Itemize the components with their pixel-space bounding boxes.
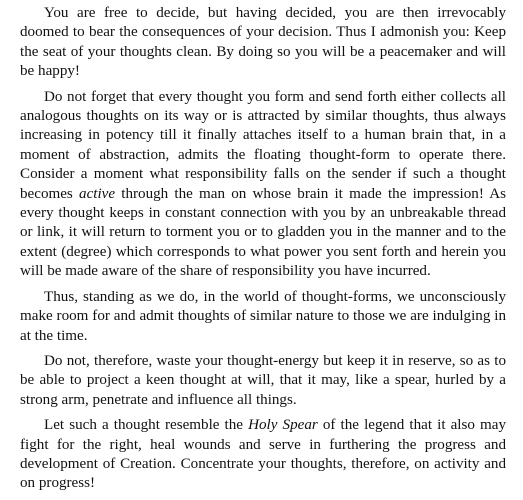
paragraph-2 [20, 88, 506, 282]
paragraph-2-emphasis-active: active [79, 185, 116, 202]
paragraph-3-text: Thus, standing as we do, in the world of thought-forms, we unconsciously make room for and admit thoughts of similar nature to those we are indulging in at the time. [20, 288, 506, 344]
paragraph-5 [20, 416, 506, 494]
paragraph-4-text: Do not, therefore, waste your thought-energy but keep it in reserve, so as to be able to project a keen thought at will, that it may, like a spear, hurled by a strong arm, penetrate and influence all things. [20, 352, 506, 408]
paragraph-5-emphasis-holy-spear: Holy Spear [248, 417, 318, 434]
paragraph-1-text: You are free to decide, but having decided, you are then irrevocably doomed to bear the consequences of your decision. Thus I admonish you: Keep the seat of your thoughts clean. By doing so you will be a peacemaker and will be happy! [20, 5, 506, 80]
document-page [20, 4, 506, 500]
paragraph-1 [20, 4, 506, 82]
paragraph-5-text-start: Let such a thought resemble the [44, 417, 249, 434]
paragraph-2-text-start: Do not forget that every thought you form and send forth either collects all analogous thoughts on its way or is attracted by similar thoughts, thus always increasing in potency till it finally attaches itself to a human brain that, in a moment of abstraction, admits the floating thought-form to operate there. Consider a moment what responsibility falls on the sender if such a thought becomes [20, 88, 506, 202]
paragraph-5-text-end: of the legend that it also may fight for the right, heal wounds and serve in furthering the progress and development of Creation. Concentrate your thoughts, therefore, on activity and on progress! [20, 417, 507, 492]
paragraph-4 [20, 352, 506, 410]
paragraph-3 [20, 288, 506, 346]
paragraph-2-text-end: through the man on whose brain it made the impression! As every thought keeps in constant connection with you by an unbreakable thread or link, it will return to torment you or to gladden you in the manner and to the extent (degree) which corresponds to what power you sent forth and herein you will be made aware of the share of responsibility you have incurred. [20, 185, 506, 280]
